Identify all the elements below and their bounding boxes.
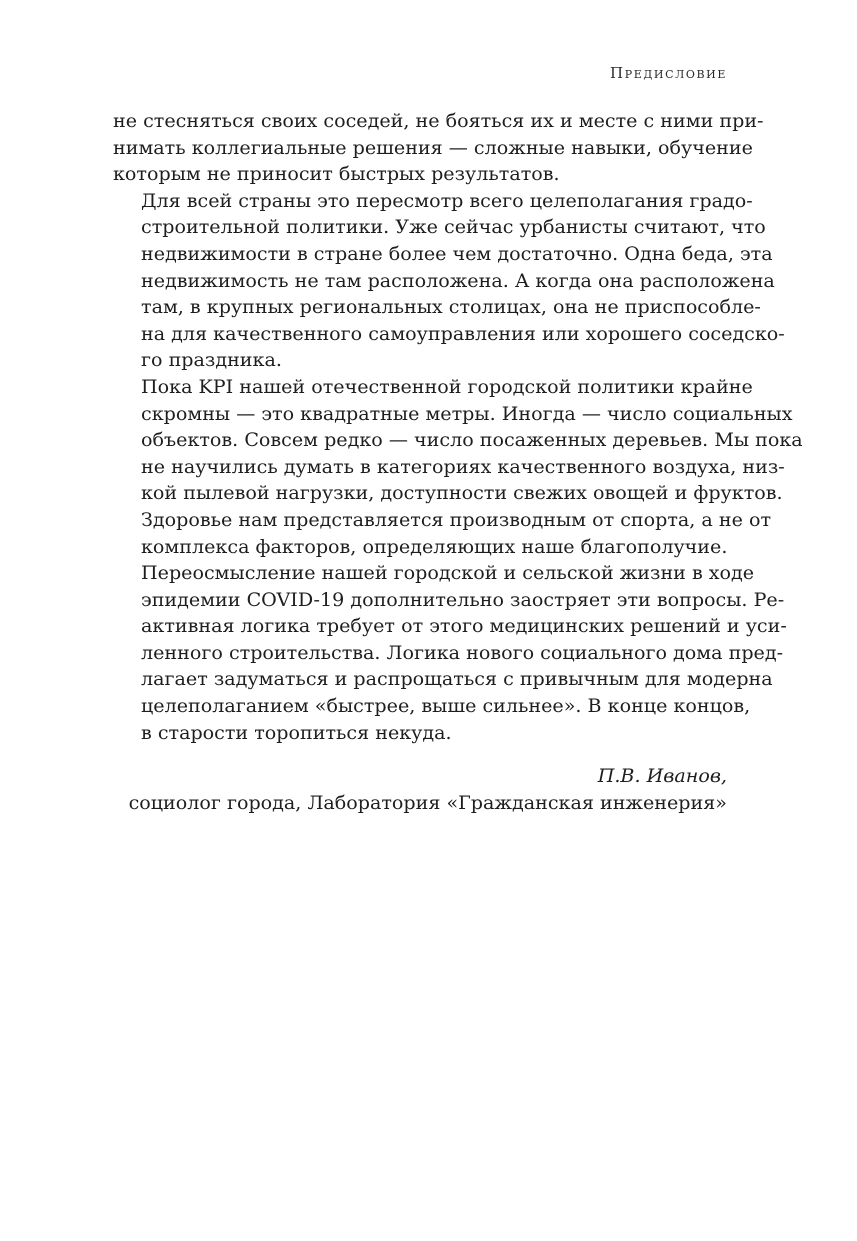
paragraph-2 <box>113 188 785 374</box>
text-line: кой пылевой нагрузки, доступности свежих овощей и фруктов. <box>141 481 783 505</box>
paragraph-1 <box>113 108 764 188</box>
signature-author: П.В. Иванов, <box>597 764 727 787</box>
text-line: в старости торопиться некуда. <box>141 720 452 744</box>
text-line: скромны — это квадратные метры. Иногда — число социальных <box>141 401 793 425</box>
paragraph-3 <box>113 374 803 560</box>
text-line: эпидемии COVID-19 дополнительно заостряет эти вопросы. Ре- <box>141 587 785 611</box>
text-line: лагает задуматься и распрощаться с привычным для модерна <box>141 667 773 691</box>
text-line: Пока KPI нашей отечественной городской политики крайне <box>141 374 753 398</box>
text-line: ленного строительства. Логика нового социального дома пред- <box>141 640 784 664</box>
text-line: целеполаганием «быстрее, выше сильнее». В конце концов, <box>141 694 751 718</box>
text-line: на для качественного самоуправления или хорошего соседско- <box>141 321 785 345</box>
text-line: объектов. Совсем редко — число посаженных деревьев. Мы пока <box>141 428 803 452</box>
running-head: Предисловие <box>610 64 727 82</box>
body-text <box>113 108 803 746</box>
text-line: недвижимость не там расположена. А когда она расположена <box>141 268 775 292</box>
text-line: го праздника. <box>141 348 282 372</box>
text-line: Здоровье нам представляется производным от спорта, а не от <box>141 507 772 531</box>
text-line: не научились думать в категориях качественного воздуха, низ- <box>141 454 785 478</box>
text-line: активная логика требует от этого медицинских решений и уси- <box>141 614 787 638</box>
text-line: комплекса факторов, определяющих наше благополучие. <box>141 534 728 558</box>
text-line: которым не приносит быстрых результатов. <box>113 162 560 186</box>
text-line: Переосмысление нашей городской и сельской жизни в ходе <box>141 561 755 585</box>
signature-role: социолог города, Лаборатория «Гражданская инженерия» <box>128 791 727 814</box>
text-line: Для всей страны это пересмотр всего целеполагания градо- <box>141 188 753 212</box>
text-line: строительной политики. Уже сейчас урбанисты считают, что <box>141 215 766 239</box>
text-line: там, в крупных региональных столицах, она не приспособле- <box>141 295 761 319</box>
signature <box>129 762 727 816</box>
text-line: недвижимости в стране более чем достаточно. Одна беда, эта <box>141 241 773 265</box>
text-line: нимать коллегиальные решения — сложные навыки, обучение <box>113 135 753 159</box>
paragraph-4 <box>113 560 787 746</box>
text-line: не стесняться своих соседей, не бояться их и месте с ними при- <box>113 109 764 132</box>
